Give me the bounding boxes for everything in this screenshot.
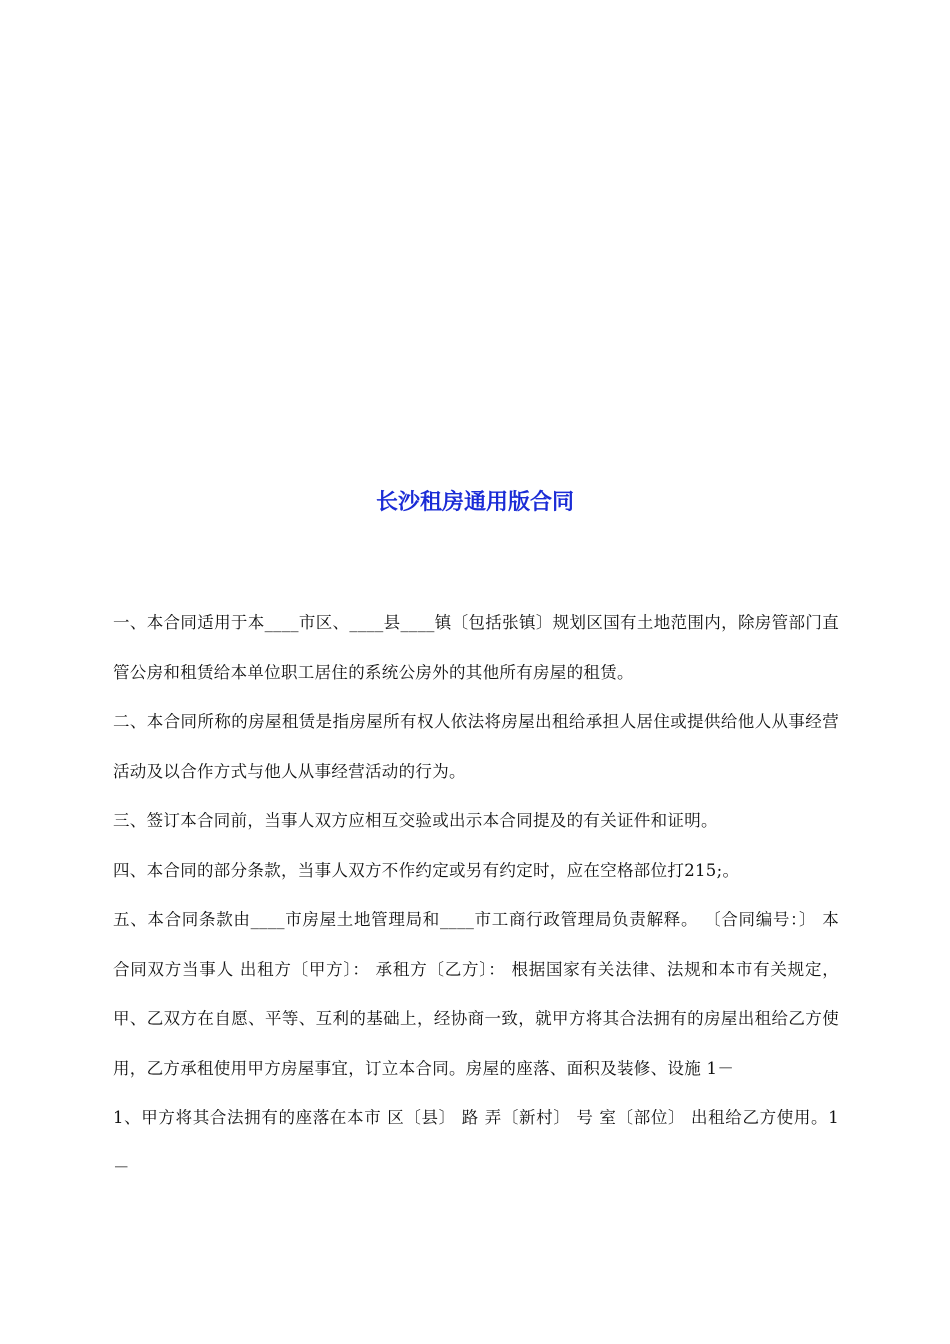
paragraph-1: 一、本合同适用于本____市区、____县____镇〔包括张镇〕规划区国有土地范围内，除房管部门直管公房和租赁给本单位职工居住的系统公房外的其他所有房屋的租赁。 [113, 613, 839, 682]
paragraph-2: 二、本合同所称的房屋租赁是指房屋所有权人依法将房屋出租给承担人居住或提供给他人从事经营活动及以合作方式与他人从事经营活动的行为。 [113, 712, 839, 781]
paragraph-6: 1、甲方将其合法拥有的座落在本市 区〔县〕 路 弄〔新村〕 号 室〔部位〕 出租给乙方使用。1－ [113, 1108, 839, 1177]
paragraph-5: 五、本合同条款由____市房屋土地管理局和____市工商行政管理局负责解释。 〔合同编号：〕 本合同双方当事人 出租方〔甲方〕： 承租方〔乙方〕： 根据国家有关法律、法规和本市有关规定，甲、乙双方在自愿、平等、互利的基础上，经协商一致，就甲方将其合法拥有的房屋出租给乙方使用，乙方承租使用甲方房屋事宜，订立本合同。房屋的座落、面积及装修、设施 1－ [113, 910, 839, 1078]
paragraph-3: 三、签订本合同前，当事人双方应相互交验或出示本合同提及的有关证件和证明。 [113, 811, 718, 830]
paragraph-4: 四、本合同的部分条款，当事人双方不作约定或另有约定时，应在空格部位打215;。 [113, 860, 740, 880]
document-title: 长沙租房通用版合同 [375, 490, 574, 515]
document-body [113, 598, 839, 1192]
